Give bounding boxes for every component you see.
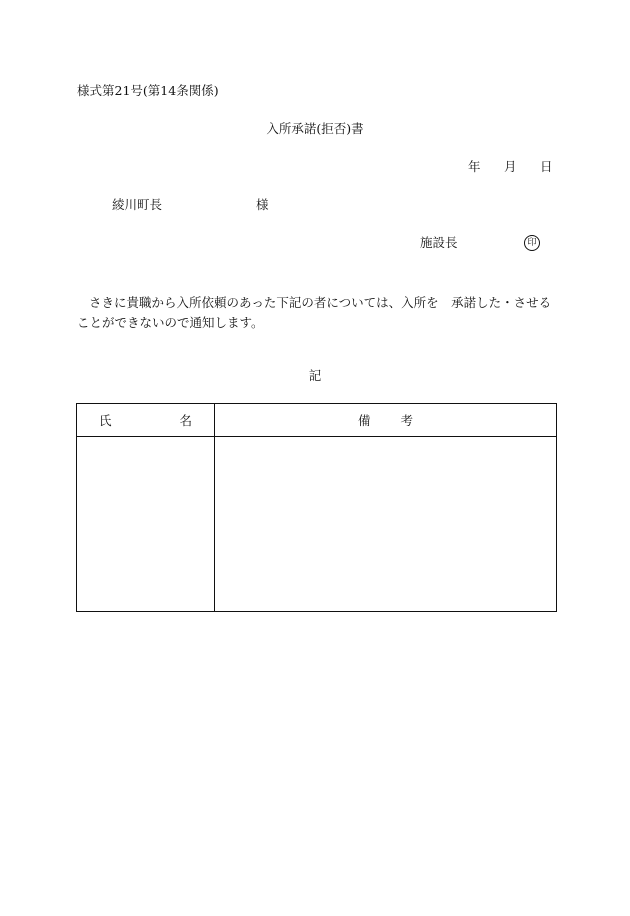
date-month-label: 月 — [504, 159, 517, 174]
sender-title: 施設長 — [420, 235, 458, 250]
name-header-char-1: 氏 — [99, 413, 112, 428]
notice-body: さきに貴職から入所依頼のあった下記の者については、入所を 承諾した・させることができないので通知します。 — [77, 295, 552, 330]
date-year-label: 年 — [468, 159, 481, 174]
name-header — [77, 404, 215, 437]
name-header-char-2: 名 — [179, 413, 192, 428]
table-header-row — [77, 404, 557, 437]
remarks-header — [215, 404, 557, 437]
document-title: 入所承諾(拒否)書 — [266, 121, 364, 136]
form-number: 様式第21号(第14条関係) — [77, 83, 219, 98]
addressee-honorific: 様 — [256, 197, 269, 212]
addressee-name: 綾川町長 — [112, 197, 163, 212]
remarks-cell[interactable] — [215, 437, 557, 612]
remarks-header-char-2: 考 — [400, 413, 414, 428]
table-row — [77, 437, 557, 612]
date-day-label: 日 — [540, 159, 553, 174]
seal-mark: 印 — [524, 235, 540, 251]
record-table — [76, 403, 557, 612]
ki-heading: 記 — [308, 368, 322, 383]
remarks-header-char-1: 備 — [357, 413, 371, 428]
name-cell[interactable] — [77, 437, 215, 612]
